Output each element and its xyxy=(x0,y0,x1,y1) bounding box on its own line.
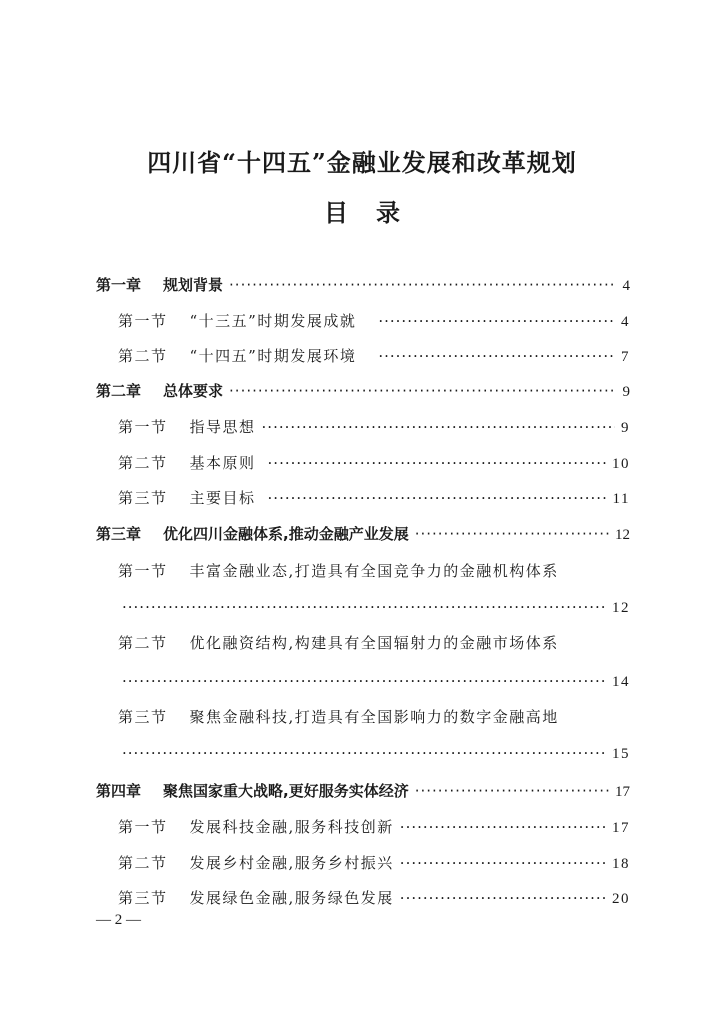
section-title: 发展科技金融,服务科技创新 xyxy=(189,818,394,836)
toc-section-2-3[interactable] xyxy=(118,487,630,510)
leader-dots xyxy=(378,310,615,332)
section-label: 第一节 xyxy=(118,418,168,436)
toc-section-4-2[interactable] xyxy=(118,852,630,875)
toc-section-3-1-continued[interactable] xyxy=(122,596,630,619)
section-title: “十四五”时期发展环境 xyxy=(189,347,357,365)
section-label: 第三节 xyxy=(118,489,168,507)
chapter-label: 第一章 xyxy=(96,276,142,294)
toc-chapter-3[interactable] xyxy=(96,523,630,546)
toc-section-3-2-continued[interactable] xyxy=(122,670,630,693)
page-number: 17 xyxy=(612,820,630,836)
section-title: 指导思想 xyxy=(189,418,256,436)
chapter-title: 总体要求 xyxy=(163,382,224,400)
page-number: 20 xyxy=(612,891,630,907)
toc-chapter-4[interactable] xyxy=(96,780,630,803)
section-title: 优化融资结构,构建具有全国辐射力的金融市场体系 xyxy=(189,634,559,652)
page-number: 7 xyxy=(621,349,630,365)
section-label: 第二节 xyxy=(118,854,168,872)
section-label: 第三节 xyxy=(118,889,168,907)
page-number: 12 xyxy=(615,527,630,543)
toc-section-2-1[interactable] xyxy=(118,416,630,439)
chapter-title: 聚焦国家重大战略,更好服务实体经济 xyxy=(163,782,409,800)
leader-dots xyxy=(378,345,615,367)
page-number: 9 xyxy=(622,384,630,400)
section-label: 第二节 xyxy=(118,454,168,472)
toc-section-3-3[interactable] xyxy=(118,706,630,728)
leader-dots xyxy=(122,670,606,692)
page-number: 14 xyxy=(612,674,630,690)
section-title: 基本原则 xyxy=(189,454,256,472)
page-number: 9 xyxy=(621,420,630,436)
section-label: 第一节 xyxy=(118,818,168,836)
chapter-title: 优化四川金融体系,推动金融产业发展 xyxy=(163,525,409,543)
toc-chapter-1[interactable] xyxy=(96,274,630,297)
page-number: 10 xyxy=(612,456,630,472)
section-label: 第二节 xyxy=(118,634,168,652)
section-title: “十三五”时期发展成就 xyxy=(189,312,357,330)
section-title: 发展绿色金融,服务绿色发展 xyxy=(189,889,394,907)
toc-section-4-1[interactable] xyxy=(118,816,630,839)
toc-section-2-2[interactable] xyxy=(118,452,630,475)
leader-dots xyxy=(415,523,609,545)
chapter-label: 第四章 xyxy=(96,782,142,800)
section-title: 丰富金融业态,打造具有全国竞争力的金融机构体系 xyxy=(189,562,559,580)
page-number: 11 xyxy=(612,491,630,507)
toc-section-3-2[interactable] xyxy=(118,632,630,654)
toc-section-3-1[interactable] xyxy=(118,560,630,582)
document-title: 四川省“十四五”金融业发展和改革规划 xyxy=(147,148,577,177)
leader-dots xyxy=(400,887,606,909)
section-label: 第一节 xyxy=(118,562,168,580)
leader-dots xyxy=(400,816,606,838)
leader-dots xyxy=(122,596,606,618)
leader-dots xyxy=(268,452,606,474)
toc-section-4-3[interactable] xyxy=(118,887,630,910)
chapter-label: 第三章 xyxy=(96,525,142,543)
page-number: 18 xyxy=(612,856,630,872)
toc-heading: 目录 xyxy=(324,198,428,227)
section-title: 主要目标 xyxy=(189,489,256,507)
page-number: 4 xyxy=(622,278,630,294)
page-number: 15 xyxy=(612,746,630,762)
chapter-title: 规划背景 xyxy=(163,276,224,294)
toc-chapter-2[interactable] xyxy=(96,380,630,403)
leader-dots xyxy=(122,742,606,764)
page-number: 12 xyxy=(612,600,630,616)
toc-section-1-2[interactable] xyxy=(118,345,630,368)
leader-dots xyxy=(268,487,607,509)
chapter-label: 第二章 xyxy=(96,382,142,400)
leader-dots xyxy=(400,852,606,874)
toc-section-3-3-continued[interactable] xyxy=(122,742,630,765)
section-label: 第二节 xyxy=(118,347,168,365)
section-title: 聚焦金融科技,打造具有全国影响力的数字金融高地 xyxy=(189,708,559,726)
page-number: 4 xyxy=(621,314,630,330)
leader-dots xyxy=(415,780,609,802)
leader-dots xyxy=(262,416,615,438)
leader-dots xyxy=(229,380,616,402)
page-number: 17 xyxy=(615,784,630,800)
section-label: 第三节 xyxy=(118,708,168,726)
toc-section-1-1[interactable] xyxy=(118,310,630,333)
section-label: 第一节 xyxy=(118,312,168,330)
page-footer-number: — 2 — xyxy=(96,912,141,928)
section-title: 发展乡村金融,服务乡村振兴 xyxy=(189,854,394,872)
leader-dots xyxy=(229,274,616,296)
